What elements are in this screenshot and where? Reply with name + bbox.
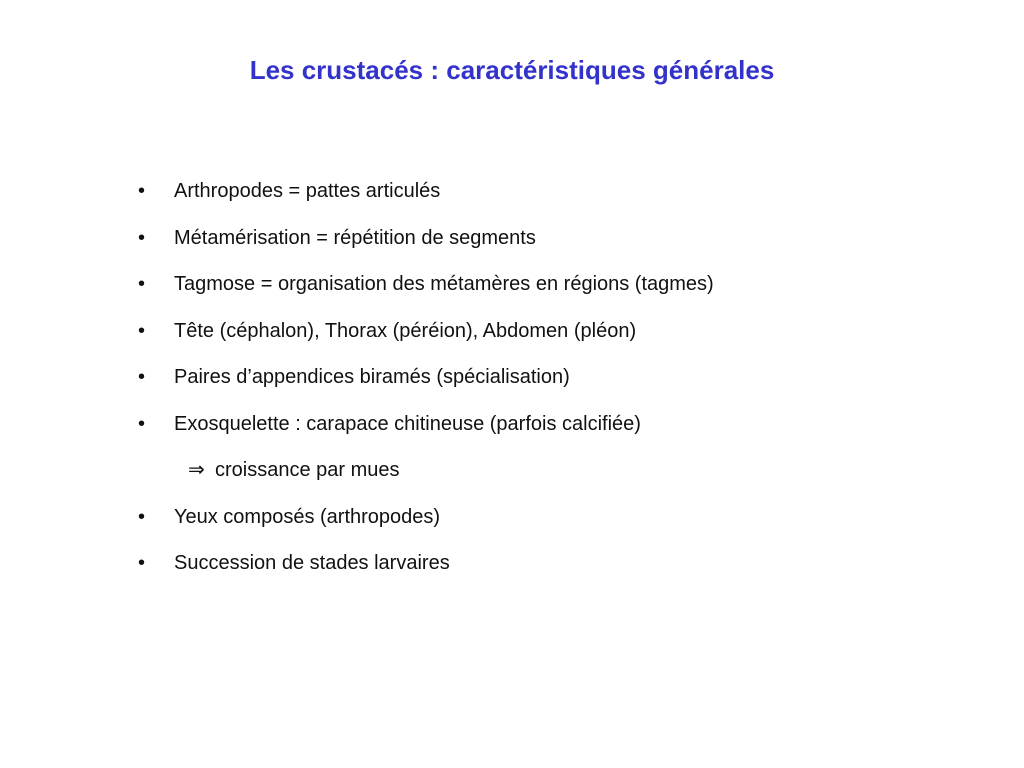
list-item-text: Exosquelette : carapace chitineuse (parfois calcifiée) [174, 412, 641, 435]
list-item-text: Tagmose = organisation des métamères en régions (tagmes) [174, 273, 714, 295]
list-item-text: Tête (céphalon), Thorax (péréion), Abdomen (pléon) [174, 319, 637, 342]
bullet-icon: • [138, 412, 146, 435]
slide-title: Les crustacés : caractéristiques générales [249, 55, 775, 85]
list-item-text: Métamérisation = répétition de segments [174, 226, 536, 249]
list-item-text: Arthropodes = pattes articulés [174, 180, 441, 202]
list-item-text: Paires d’appendices biramés (spécialisation) [174, 366, 570, 388]
list-item-text: Yeux composés (arthropodes) [174, 505, 441, 528]
bullet-icon: • [138, 505, 146, 528]
list-item-text: Succession de stades larvaires [174, 552, 450, 574]
implies-arrow-icon: ⇒ [188, 459, 205, 481]
sub-list-item-text: croissance par mues [215, 459, 400, 481]
bullet-icon: • [138, 226, 146, 249]
bullet-icon: • [138, 552, 146, 574]
bullet-icon: • [138, 273, 146, 295]
bullet-icon: • [138, 180, 146, 202]
bullet-icon: • [138, 319, 146, 342]
bullet-icon: • [138, 366, 146, 388]
